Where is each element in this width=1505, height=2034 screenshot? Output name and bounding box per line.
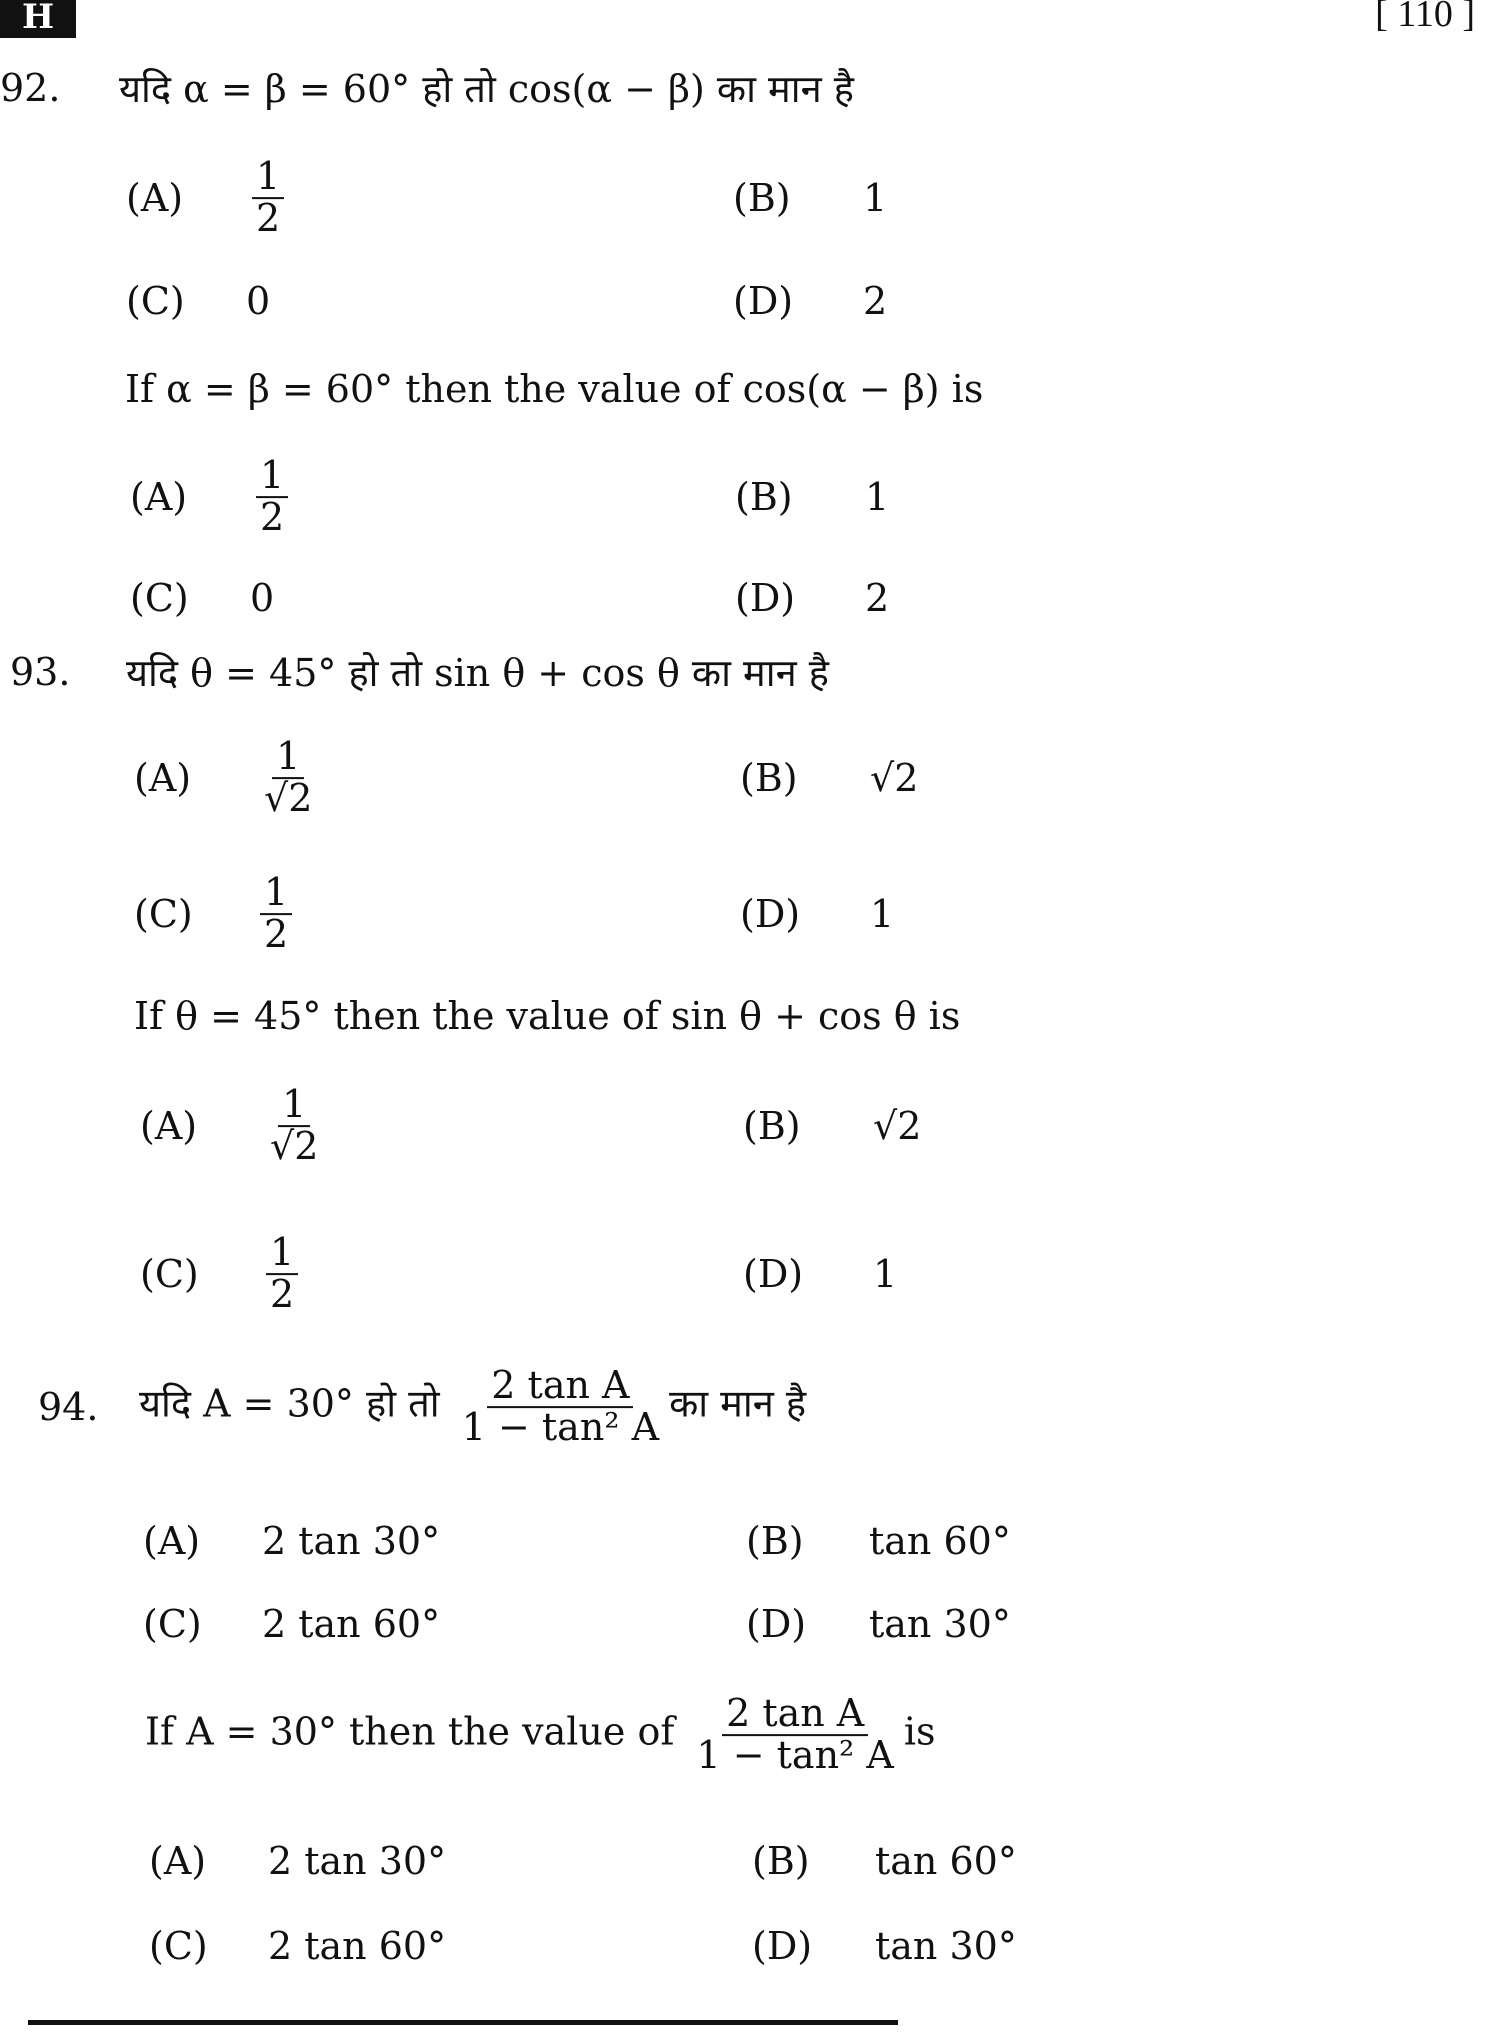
option-label: (C) bbox=[130, 576, 189, 620]
option-label: (B) bbox=[733, 176, 791, 220]
option-label: (D) bbox=[746, 1602, 807, 1646]
option-label: (B) bbox=[740, 756, 798, 800]
question-stem-hindi bbox=[126, 646, 829, 698]
fraction-denominator: √2 bbox=[270, 1124, 319, 1168]
stem-text: If θ = 45° then the value of sin θ + cos θ is bbox=[134, 994, 961, 1038]
option-value: 2 bbox=[865, 576, 890, 620]
question-stem-hindi bbox=[139, 1363, 807, 1449]
question-number: 92. bbox=[0, 66, 61, 110]
stem-text: यदि θ = 45° हो तो sin θ + cos θ का मान है bbox=[126, 651, 829, 695]
fraction-denominator: 2 bbox=[270, 1272, 295, 1316]
option-label: (A) bbox=[149, 1839, 207, 1883]
option-value: 2 tan 30° bbox=[268, 1839, 447, 1883]
question-number: 94. bbox=[38, 1385, 99, 1429]
question-stem-hindi bbox=[119, 62, 854, 114]
option-label: (D) bbox=[752, 1924, 813, 1968]
option-label: (C) bbox=[140, 1252, 199, 1296]
option-label: (B) bbox=[735, 475, 793, 519]
stem-text: का मान है bbox=[669, 1381, 807, 1426]
option-label: (A) bbox=[130, 475, 188, 519]
option-value: 1 bbox=[870, 892, 895, 936]
fraction-numerator: 1 bbox=[256, 456, 288, 498]
question-stem-english bbox=[125, 367, 983, 411]
option-value: tan 30° bbox=[869, 1602, 1011, 1646]
option-value: 2 bbox=[863, 279, 888, 323]
option-value: √2 bbox=[870, 756, 919, 800]
fraction-numerator: 1 bbox=[278, 1085, 310, 1127]
option-label: (D) bbox=[743, 1252, 804, 1296]
option-label: (B) bbox=[746, 1519, 804, 1563]
option-value: tan 60° bbox=[875, 1839, 1017, 1883]
option-value: √2 bbox=[873, 1104, 922, 1148]
fraction bbox=[256, 453, 288, 539]
option-label: (D) bbox=[740, 892, 801, 936]
option-value: 1 bbox=[865, 475, 890, 519]
option-label: (C) bbox=[149, 1924, 208, 1968]
fraction-denominator: 2 bbox=[264, 912, 289, 956]
option-label: (C) bbox=[143, 1602, 202, 1646]
option-label: (A) bbox=[126, 176, 184, 220]
option-label: (C) bbox=[126, 279, 185, 323]
fraction-denominator: 2 bbox=[260, 495, 285, 539]
option-value: 1 bbox=[863, 176, 888, 220]
stem-text: If A = 30° then the value of bbox=[145, 1709, 675, 1754]
question-stem-english bbox=[134, 994, 960, 1038]
fraction-numerator: 2 tan A bbox=[722, 1694, 868, 1736]
option-label: (D) bbox=[733, 279, 794, 323]
fraction bbox=[260, 870, 292, 956]
option-label: (B) bbox=[743, 1104, 801, 1148]
fraction bbox=[260, 734, 316, 820]
option-label: (A) bbox=[140, 1104, 198, 1148]
fraction-denominator: √2 bbox=[264, 776, 313, 820]
option-value: 1 bbox=[873, 1252, 898, 1296]
stem-text: is bbox=[903, 1709, 936, 1754]
fraction-denominator: 1 − tan² A bbox=[696, 1733, 894, 1777]
stem-text: यदि A = 30° हो तो bbox=[139, 1381, 440, 1426]
option-value: 0 bbox=[246, 279, 271, 323]
fraction bbox=[266, 1230, 298, 1316]
set-badge: H bbox=[0, 0, 76, 38]
option-label: (A) bbox=[134, 756, 192, 800]
fraction-numerator: 1 bbox=[252, 157, 284, 199]
fraction bbox=[692, 1691, 897, 1777]
fraction-numerator: 2 tan A bbox=[487, 1366, 633, 1408]
option-value: tan 60° bbox=[869, 1519, 1011, 1563]
fraction-numerator: 1 bbox=[266, 1233, 298, 1275]
page-number: [ 110 ] bbox=[1375, 0, 1475, 35]
fraction bbox=[458, 1363, 663, 1449]
question-stem-english bbox=[145, 1691, 936, 1777]
option-value: 2 tan 60° bbox=[268, 1924, 447, 1968]
fraction bbox=[252, 154, 284, 240]
fraction-numerator: 1 bbox=[260, 873, 292, 915]
option-label: (D) bbox=[735, 576, 796, 620]
stem-text: यदि α = β = 60° हो तो cos(α − β) का मान है bbox=[119, 67, 854, 111]
option-value: tan 30° bbox=[875, 1924, 1017, 1968]
fraction-denominator: 1 − tan² A bbox=[461, 1405, 660, 1449]
option-value: 2 tan 60° bbox=[262, 1602, 441, 1646]
fraction-denominator: 2 bbox=[256, 196, 281, 240]
fraction-numerator: 1 bbox=[272, 737, 304, 779]
fraction bbox=[266, 1082, 322, 1168]
option-label: (C) bbox=[134, 892, 193, 936]
option-label: (B) bbox=[752, 1839, 810, 1883]
option-value: 2 tan 30° bbox=[262, 1519, 441, 1563]
option-value: 0 bbox=[250, 576, 275, 620]
question-number: 93. bbox=[10, 650, 71, 694]
bottom-rule bbox=[28, 2020, 898, 2025]
option-label: (A) bbox=[143, 1519, 201, 1563]
stem-text: If α = β = 60° then the value of cos(α − β) is bbox=[125, 367, 984, 411]
